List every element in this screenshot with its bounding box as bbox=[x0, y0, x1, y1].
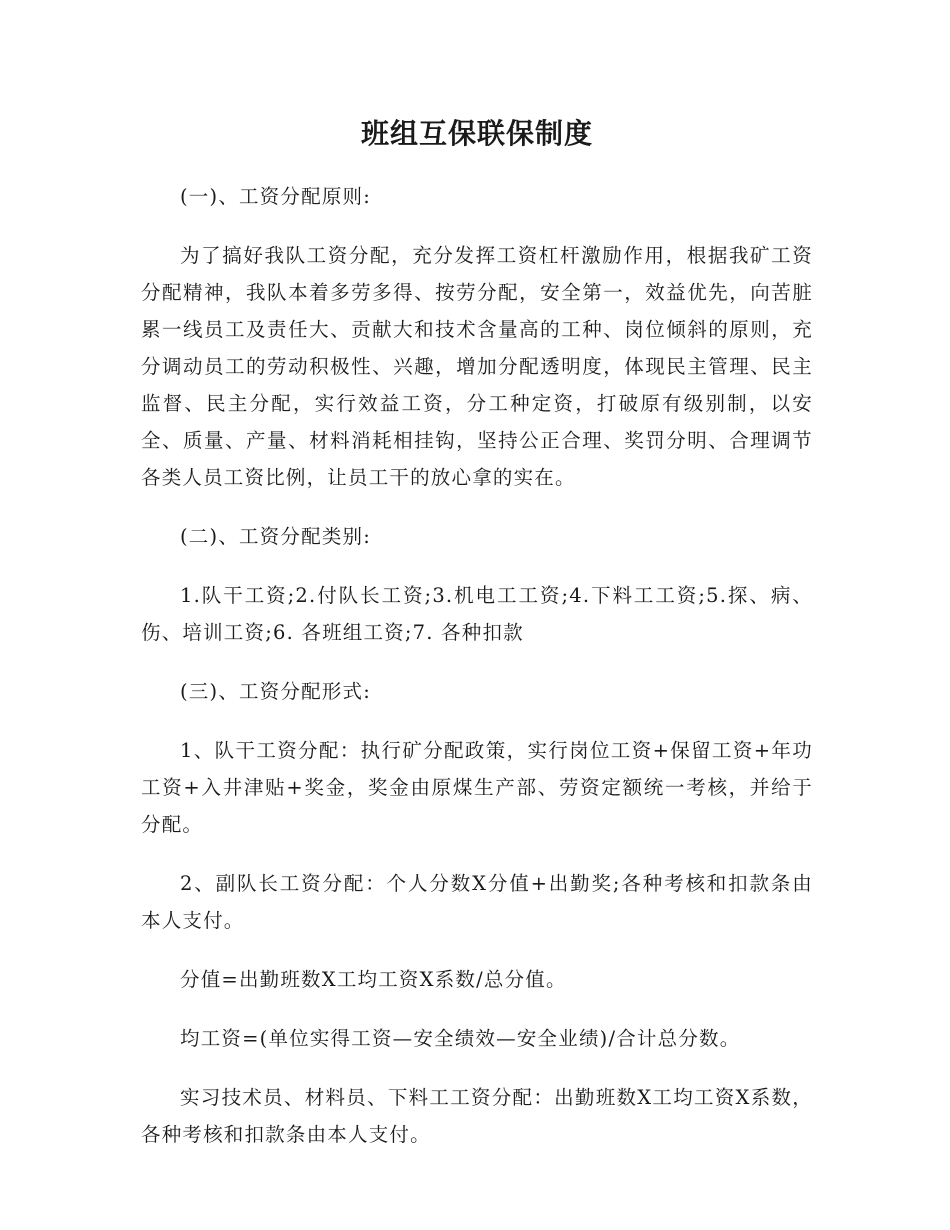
document-page bbox=[141, 112, 813, 1175]
document-title: 班组互保联保制度 bbox=[360, 117, 593, 150]
paragraph-average-wage-formula: 均工资=(单位实得工资—安全绩效—安全业绩)/合计总分数。 bbox=[180, 1027, 741, 1050]
paragraph-leader-wages: 1、队干工资分配：执行矿分配政策，实行岗位工资+保留工资+年功工资+入井津贴+奖金，奖金由原煤生产部、劳资定额统一考核，并给于分配。 bbox=[141, 739, 813, 836]
section-heading-principles: (一)、工资分配原则: bbox=[180, 185, 371, 208]
section-heading-forms: (三)、工资分配形式: bbox=[180, 680, 371, 703]
paragraph-point-value-formula: 分值=出勤班数X工均工资X系数/总分值。 bbox=[180, 968, 567, 991]
paragraph-categories-list: 1.队干工资;2.付队长工资;3.机电工工资;4.下料工工资;5.探、病、伤、培训工资;6. 各班组工资;7. 各种扣款 bbox=[141, 584, 813, 644]
paragraph-trainee-wages: 实习技术员、材料员、下料工工资分配：出勤班数X工均工资X系数，各种考核和扣款条由本人支付。 bbox=[141, 1086, 813, 1146]
section-heading-categories: (二)、工资分配类别: bbox=[180, 525, 371, 548]
paragraph-principles-body: 为了搞好我队工资分配，充分发挥工资杠杆激励作用，根据我矿工资分配精神，我队本着多劳多得、按劳分配，安全第一，效益优先，向苦脏累一线员工及责任大、贡献大和技术含量高的工种、岗位倾斜的原则，充分调动员工的劳动积极性、兴趣，增加分配透明度，体现民主管理、民主监督、民主分配，实行效益工资，分工种定资，打破原有级别制，以安全、质量、产量、材料消耗相挂钩，坚持公正合理、奖罚分明、合理调节各类人员工资比例，让员工干的放心拿的实在。 bbox=[141, 244, 813, 489]
paragraph-deputy-wages: 2、副队长工资分配：个人分数X分值+出勤奖;各种考核和扣款条由本人支付。 bbox=[141, 872, 813, 932]
